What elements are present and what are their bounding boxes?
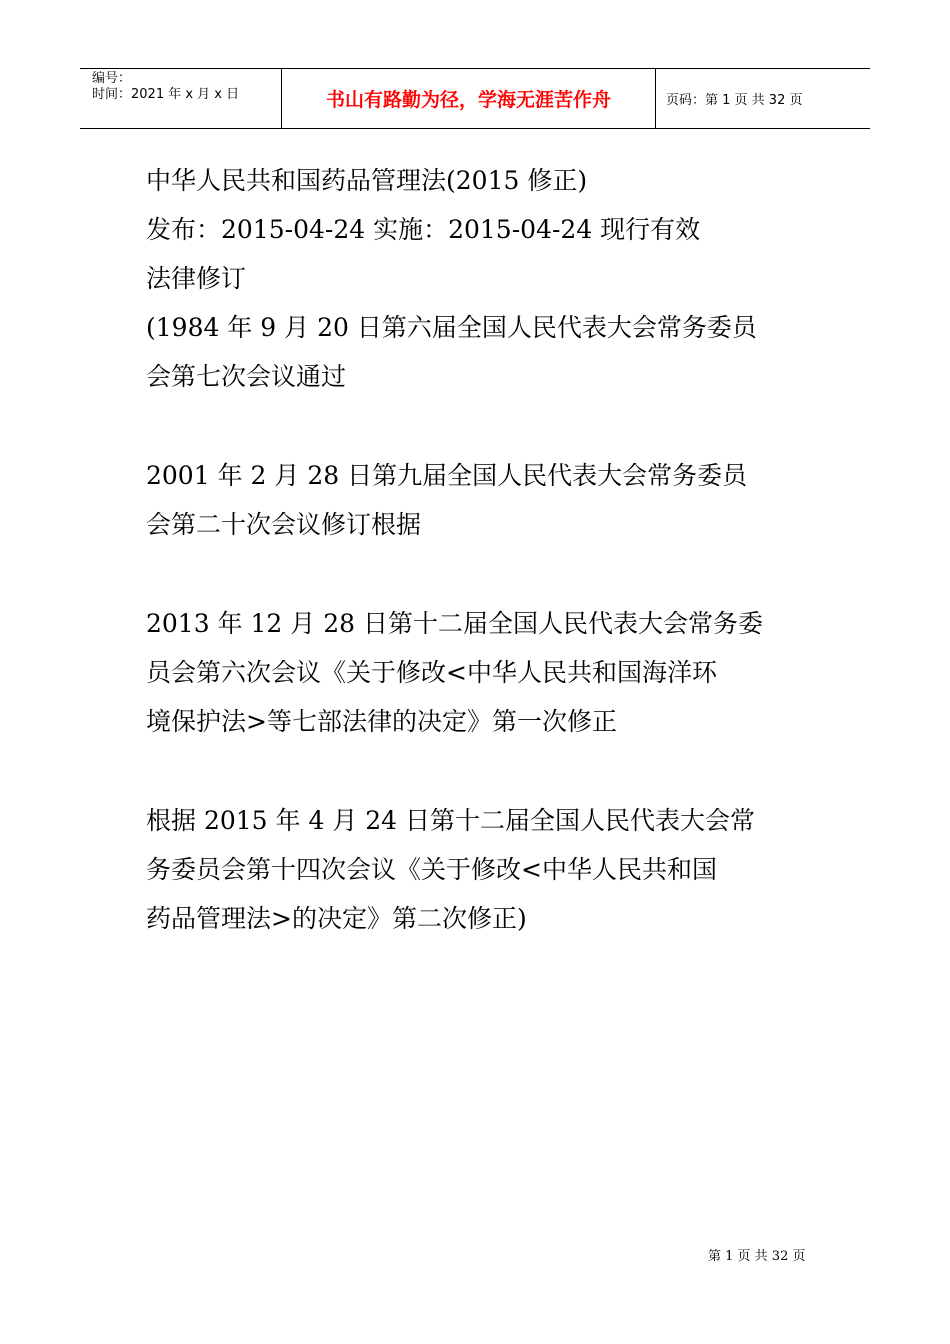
paragraph-spacer (146, 746, 811, 796)
paragraph-line: 会第二十次会议修订根据 (146, 510, 422, 539)
document-body (146, 156, 811, 943)
header-motto: 书山有路勤为径，学海无涯苦作舟 (282, 69, 656, 128)
paragraph-spacer (146, 401, 811, 451)
paragraph-1 (146, 303, 811, 401)
paragraph-line: 境保护法>等七部法律的决定》第一次修正 (146, 707, 617, 736)
page-header (80, 68, 870, 129)
paragraph-line: 员会第六次会议《关于修改<中华人民共和国海洋环 (146, 658, 717, 687)
paragraph-2 (146, 451, 811, 549)
document-time-label: 时间：2021 年 x 月 x 日 (92, 87, 240, 102)
paragraph-3 (146, 599, 811, 746)
paragraph-line: 2001 年 2 月 28 日第九届全国人民代表大会常务委员 (146, 461, 748, 490)
paragraph-line: 药品管理法>的决定》第二次修正) (146, 904, 527, 933)
header-page-info: 页码：第 1 页 共 32 页 (666, 93, 803, 108)
header-meta (80, 69, 282, 128)
paragraph-line: 会第七次会议通过 (146, 362, 347, 391)
document-category: 法律修订 (146, 264, 247, 293)
document-title: 中华人民共和国药品管理法(2015 修正) (146, 166, 588, 195)
paragraph-line: 务委员会第十四次会议《关于修改<中华人民共和国 (146, 855, 717, 884)
paragraph-line: 根据 2015 年 4 月 24 日第十二届全国人民代表大会常 (146, 806, 756, 835)
page-footer: 第 1 页 共 32 页 (708, 1249, 806, 1264)
paragraph-line: 2013 年 12 月 28 日第十二届全国人民代表大会常务委 (146, 609, 763, 638)
publish-info: 发布：2015-04-24 实施：2015-04-24 现行有效 (146, 215, 701, 244)
paragraph-spacer (146, 549, 811, 599)
paragraph-4 (146, 796, 811, 943)
document-number-label: 编号： (92, 71, 132, 86)
paragraph-line: (1984 年 9 月 20 日第六届全国人民代表大会常务委员 (146, 313, 757, 342)
